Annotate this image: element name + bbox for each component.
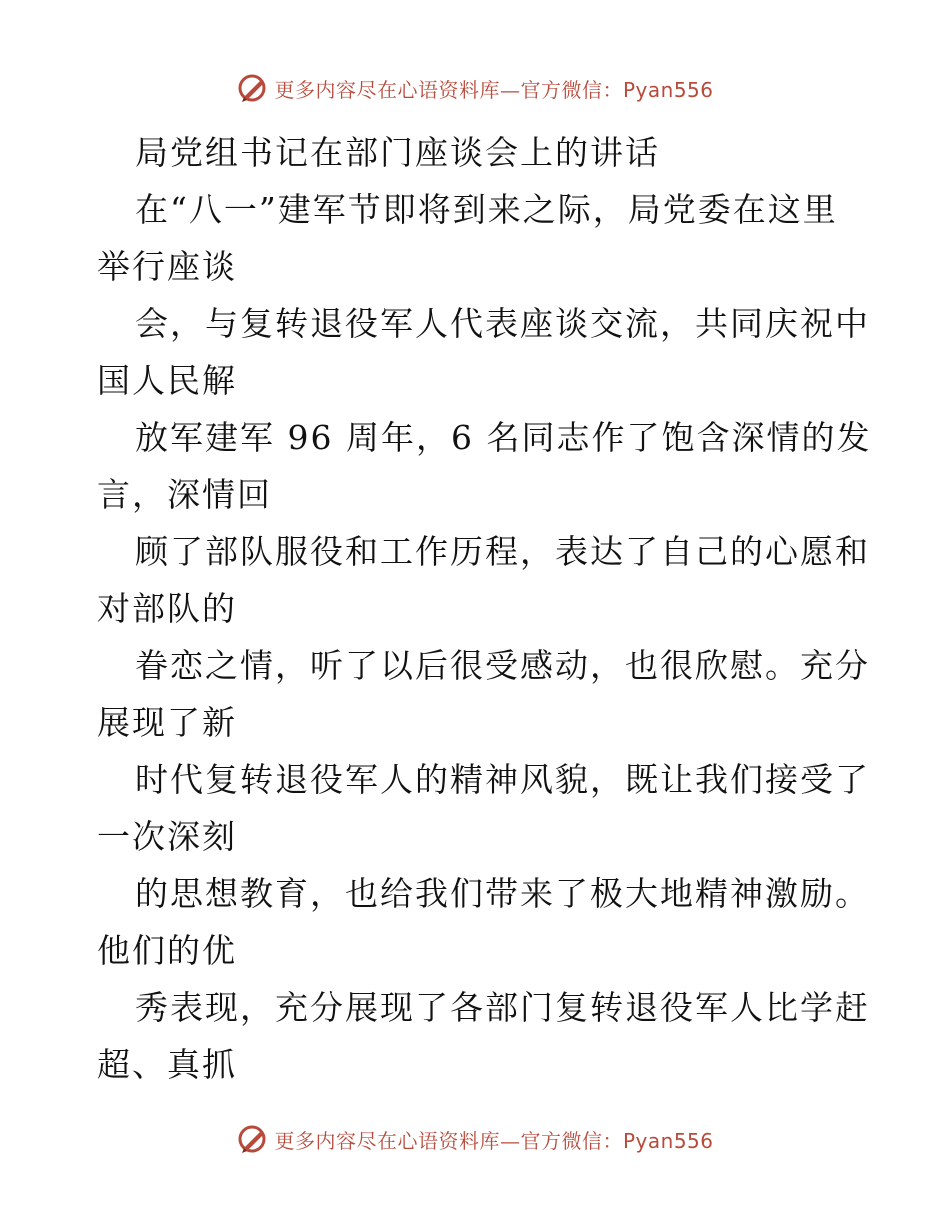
footer-banner-wechat: Pyan556 (622, 1128, 714, 1153)
document-title: 局党组书记在部门座谈会上的讲话 (135, 133, 660, 172)
paragraph-line: 言，深情回 (97, 475, 272, 514)
paragraph-line: 超、真抓 (97, 1045, 237, 1084)
pen-logo-icon (236, 72, 268, 104)
paragraph-line: 展现了新 (97, 703, 237, 742)
paragraph-line: 举行座谈 (97, 247, 237, 286)
paragraph-line: 眷恋之情，听了以后很受感动，也很欣慰。充分 (135, 646, 870, 685)
footer-banner (0, 1123, 950, 1155)
paragraph-line: 顾了部队服役和工作历程，表达了自己的心愿和 (135, 532, 870, 571)
paragraph-line: 时代复转退役军人的精神风貌，既让我们接受了 (135, 760, 870, 799)
header-banner (0, 72, 950, 104)
header-banner-wechat: Pyan556 (622, 77, 714, 102)
paragraph-line: 会，与复转退役军人代表座谈交流，共同庆祝中 (135, 304, 870, 343)
paragraph-line: 放军建军 96 周年，6 名同志作了饱含深情的发 (135, 418, 872, 457)
paragraph-line: 一次深刻 (97, 817, 237, 856)
document-body (97, 124, 872, 1093)
header-banner-text: 更多内容尽在心语资料库—官方微信： (274, 77, 623, 102)
footer-banner-text: 更多内容尽在心语资料库—官方微信： (274, 1128, 623, 1153)
paragraph-line: 国人民解 (97, 361, 237, 400)
paragraph-line: 秀表现，充分展现了各部门复转退役军人比学赶 (135, 988, 870, 1027)
paragraph-line: 他们的优 (97, 931, 237, 970)
pen-logo-icon (236, 1123, 268, 1155)
paragraph-line: 在“八一”建军节即将到来之际，局党委在这里 (135, 190, 838, 229)
paragraph-line: 对部队的 (97, 589, 237, 628)
paragraph-line: 的思想教育，也给我们带来了极大地精神激励。 (135, 874, 870, 913)
